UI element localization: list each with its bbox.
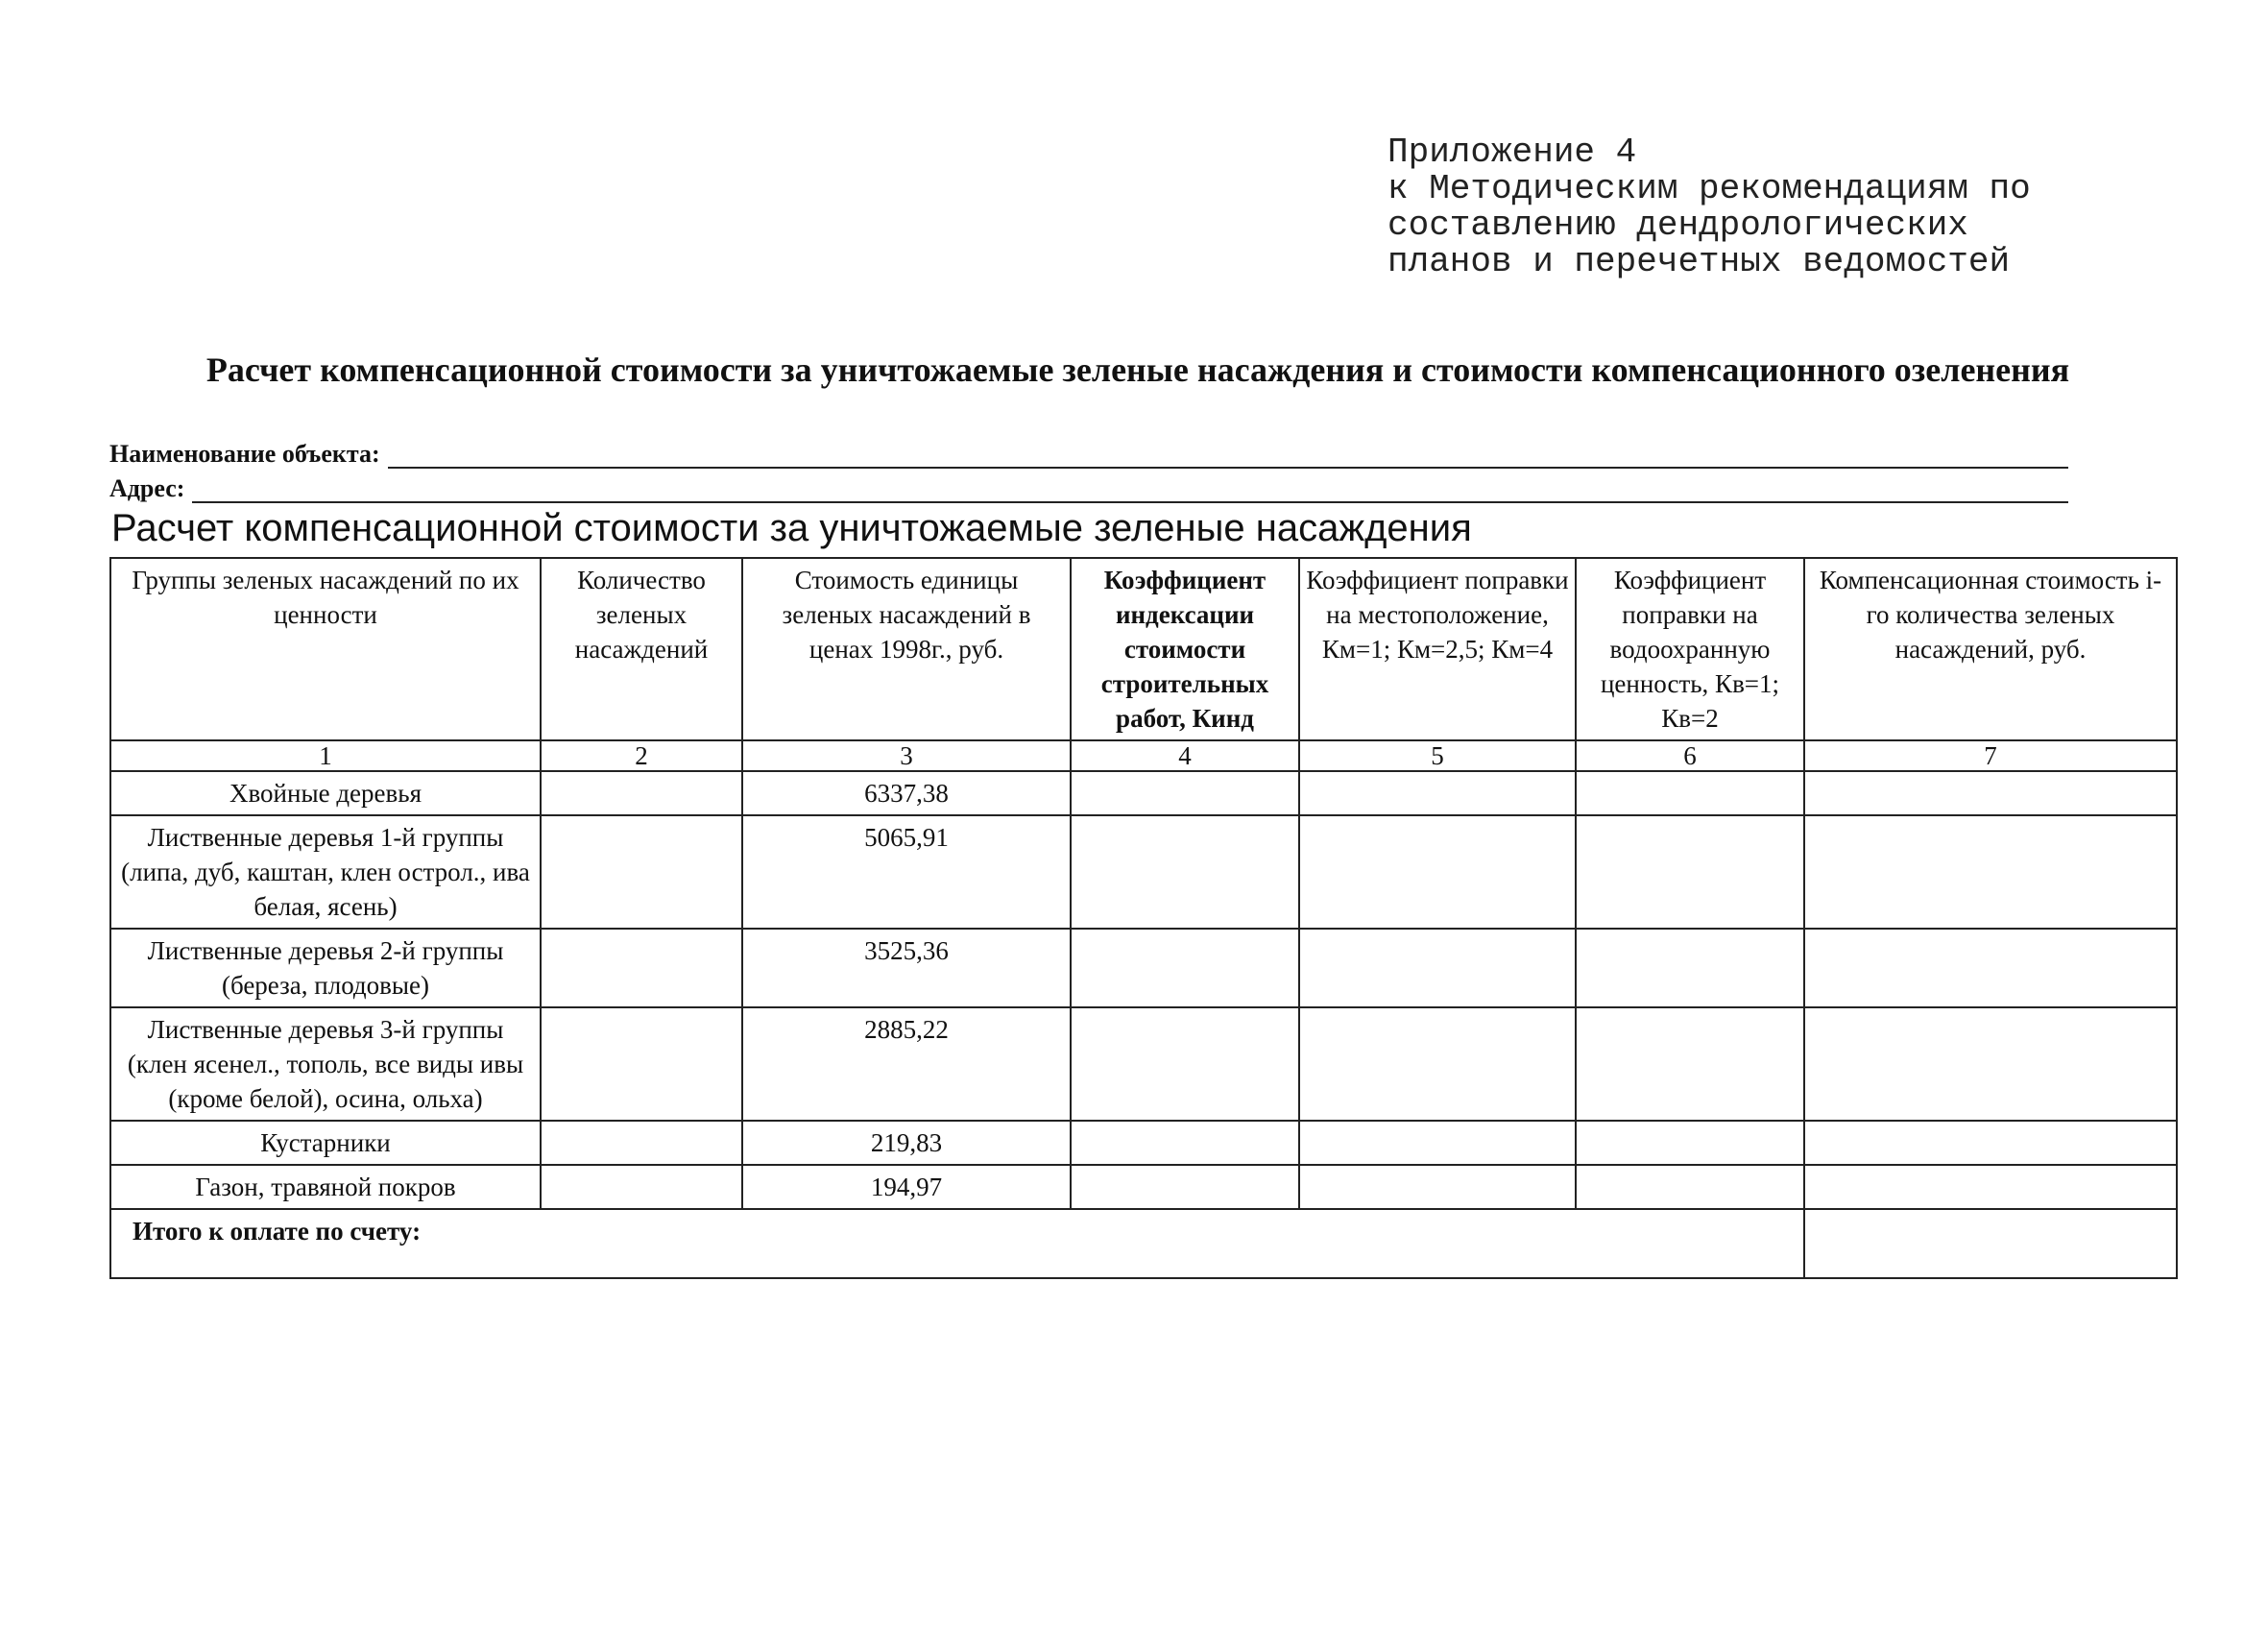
column-number: 2 [541,740,742,771]
address-line [192,480,2068,503]
total-value-cell [1804,1209,2177,1278]
price-cell: 6337,38 [742,771,1071,815]
cost-cell [1804,1165,2177,1209]
price-cell: 219,83 [742,1121,1071,1165]
km-cell [1299,1165,1576,1209]
group-cell: Лиственные деревья 3-й группы (клен ясенел., тополь, все виды ивы (кроме белой), осина, ольха) [110,1007,541,1121]
table-row [110,1165,2177,1209]
km-cell [1299,771,1576,815]
object-name-field [109,440,2068,469]
cost-cell [1804,929,2177,1007]
table-row [110,1007,2177,1121]
compensation-table [109,557,2178,1279]
appendix-note [1387,134,2031,280]
cost-cell [1804,815,2177,929]
km-cell [1299,815,1576,929]
address-label: Адрес: [109,474,185,502]
cost-cell [1804,1121,2177,1165]
group-cell: Кустарники [110,1121,541,1165]
table-row [110,815,2177,929]
kind-cell [1071,771,1299,815]
column-number: 6 [1576,740,1804,771]
header-cell: Коэффициент поправки на водоохранную ценность, Кв=1; Кв=2 [1576,558,1804,740]
quantity-cell [541,929,742,1007]
group-cell: Лиственные деревья 2-й группы (береза, плодовые) [110,929,541,1007]
group-cell: Газон, травяной покров [110,1165,541,1209]
price-cell: 3525,36 [742,929,1071,1007]
cost-cell [1804,1007,2177,1121]
kv-cell [1576,1121,1804,1165]
quantity-cell [541,1165,742,1209]
appendix-line: к Методическим рекомендациям по [1387,169,2031,208]
total-row [110,1209,2177,1278]
kind-cell [1071,1007,1299,1121]
kind-cell [1071,1165,1299,1209]
header-cell: Компенсационная стоимость i-го количества зеленых насаждений, руб. [1804,558,2177,740]
quantity-cell [541,1121,742,1165]
column-number: 5 [1299,740,1576,771]
quantity-cell [541,815,742,929]
appendix-line: планов и перечетных ведомостей [1387,242,2011,281]
total-label: Итого к оплате по счету: [110,1209,1804,1278]
quantity-cell [541,771,742,815]
km-cell [1299,1121,1576,1165]
header-cell: Стоимость единицы зеленых насаждений в ценах 1998г., руб. [742,558,1071,740]
table-subtitle: Расчет компенсационной стоимости за уничтожаемые зеленые насаждения [111,507,1472,549]
kind-cell [1071,929,1299,1007]
group-cell: Хвойные деревья [110,771,541,815]
km-cell [1299,929,1576,1007]
table-row [110,771,2177,815]
kind-cell [1071,815,1299,929]
header-cell: Группы зеленых насаждений по их ценности [110,558,541,740]
object-name-line [388,446,2068,469]
header-row [110,558,2177,740]
table-row [110,1121,2177,1165]
price-cell: 2885,22 [742,1007,1071,1121]
column-number: 7 [1804,740,2177,771]
document-title: Расчет компенсационной стоимости за уничтожаемые зеленые насаждения и стоимости компенсационного озеленения [205,351,2070,389]
column-number: 1 [110,740,541,771]
group-cell: Лиственные деревья 1-й группы (липа, дуб, каштан, клен острол., ива белая, ясень) [110,815,541,929]
appendix-line: Приложение 4 [1387,133,1637,172]
column-number: 3 [742,740,1071,771]
kv-cell [1576,815,1804,929]
kv-cell [1576,771,1804,815]
km-cell [1299,1007,1576,1121]
column-number-row [110,740,2177,771]
table-row [110,929,2177,1007]
cost-cell [1804,771,2177,815]
object-name-label: Наименование объекта: [109,440,380,468]
kv-cell [1576,929,1804,1007]
kind-cell [1071,1121,1299,1165]
header-cell: Коэффициент поправки на местоположение, Км=1; Км=2,5; Км=4 [1299,558,1576,740]
kv-cell [1576,1007,1804,1121]
column-number: 4 [1071,740,1299,771]
price-cell: 5065,91 [742,815,1071,929]
price-cell: 194,97 [742,1165,1071,1209]
appendix-line: составлению дендрологических [1387,206,1968,245]
quantity-cell [541,1007,742,1121]
kv-cell [1576,1165,1804,1209]
header-cell: Количество зеленых насаждений [541,558,742,740]
address-field [109,474,2068,503]
header-cell: Коэффициент индексации стоимости строительных работ, Кинд [1071,558,1299,740]
